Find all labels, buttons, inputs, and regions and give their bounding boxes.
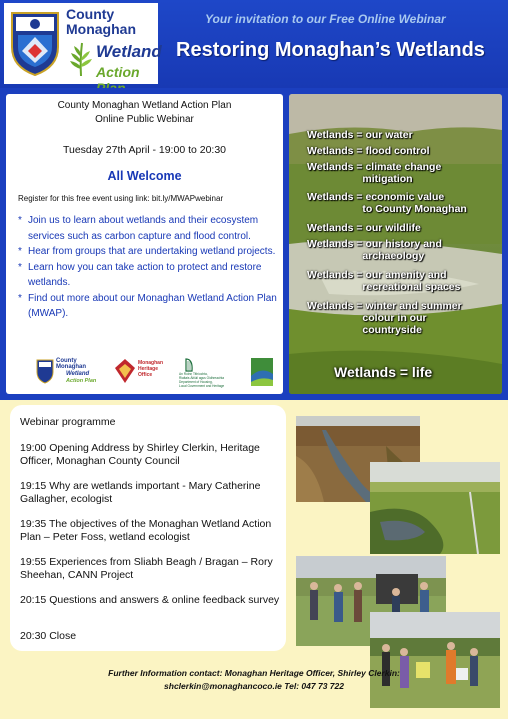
event-date-time: Tuesday 27th April - 19:00 to 20:30 xyxy=(62,144,227,156)
programme-item: 19:55 Experiences from Sliabh Beagh / Bragan – Rory Sheehan, CANN Project xyxy=(20,556,273,581)
logo-county-name: County Monaghan xyxy=(66,6,136,37)
fern-icon xyxy=(68,41,94,77)
wetland-line-4: Wetlands = economic value to County Monaghan xyxy=(307,191,467,215)
footer-contact-line: Further Information contact: Monaghan Heritage Officer, Shirley Clerkin: xyxy=(108,668,400,678)
wetland-line-8: Wetlands = winter and summer colour in our countryside xyxy=(307,300,462,336)
event-info-card xyxy=(6,94,283,394)
mini-crest-icon xyxy=(36,358,54,384)
wetland-line-7: Wetlands = our amenity and recreational spaces xyxy=(307,269,461,293)
ditch-field-photo xyxy=(370,462,500,554)
org-line-2: Online Public Webinar xyxy=(95,114,194,125)
footer-email-phone[interactable]: shclerkin@monaghancoco.ie Tel: 047 73 722 xyxy=(164,681,344,691)
county-wetland-logo xyxy=(4,3,162,84)
wetlands-photo-card xyxy=(289,94,502,394)
welcome-heading: All Welcome xyxy=(107,169,182,183)
programme-card xyxy=(10,405,286,651)
page-title: Restoring Monaghan’s Wetlands xyxy=(176,39,485,61)
bullet-list xyxy=(18,213,280,322)
list-item: * Find out more about our Monaghan Wetland Action Plan (MWAP). xyxy=(18,292,277,319)
list-item: * Join us to learn about wetlands and their ecosystem services such as carbon capture and flood control. xyxy=(18,215,259,242)
bullet-star-icon: * xyxy=(18,292,22,304)
bullet-star-icon: * xyxy=(18,261,22,273)
programme-item: 20:15 Questions and answers & online feedback survey xyxy=(20,594,280,606)
wetland-line-1: Wetlands = our water xyxy=(307,129,413,141)
org-line-1: County Monaghan Wetland Action Plan xyxy=(57,100,232,111)
bullet-star-icon: * xyxy=(18,246,22,257)
wetlands-life-tagline: Wetlands = life xyxy=(334,364,433,380)
programme-item: 19:15 Why are wetlands important - Mary Catherine Gallagher, ecologist xyxy=(20,480,261,505)
header-banner xyxy=(0,0,508,88)
programme-section xyxy=(0,400,508,719)
mini-logo-county: County Monaghan xyxy=(56,358,86,370)
wetland-line-5: Wetlands = our wildlife xyxy=(307,222,421,234)
bullet-star-icon: * xyxy=(18,215,22,226)
county-crest-icon xyxy=(8,7,62,79)
mini-logo-action: Action Plan xyxy=(66,378,97,384)
wetland-line-6: Wetlands = our history and archaeology xyxy=(307,238,442,262)
programme-item: 19:35 The objectives of the Monaghan Wetland Action Plan – Peter Foss, wetland ecologist xyxy=(20,518,272,543)
programme-heading: Webinar programme xyxy=(20,416,116,428)
logo-wetland-word: Wetland xyxy=(96,42,162,61)
heritage-office-label: Monaghan Heritage Office xyxy=(138,360,163,378)
register-text[interactable]: Register for this free event using link: bit.ly/MWAPwebinar xyxy=(18,194,224,203)
site-visit-photo xyxy=(370,612,500,708)
invitation-text: Your invitation to our Free Online Webinar xyxy=(205,12,446,26)
wetland-line-2: Wetlands = flood control xyxy=(307,145,430,157)
event-details-section xyxy=(0,88,508,400)
wetland-line-3: Wetlands = climate change mitigation xyxy=(307,161,442,185)
landscape-logo-icon xyxy=(251,358,273,386)
list-item: * Learn how you can take action to protect and restore wetlands. xyxy=(18,261,262,288)
department-label: An Roinn Tithíochta, Rialtais Áitiúil agus Oidhreachta Department of Housing, Local Government and Heritage xyxy=(179,372,225,388)
programme-item: 19:00 Opening Address by Shirley Clerkin, Heritage Officer, Monaghan County Council xyxy=(20,442,260,467)
mini-logo-wetland: Wetland xyxy=(66,371,90,377)
list-item: * Hear from groups that are undertaking wetland projects. xyxy=(18,244,280,260)
programme-item: 20:30 Close xyxy=(20,630,77,642)
partner-logos xyxy=(36,356,276,390)
heritage-office-icon xyxy=(114,358,136,384)
logo-action-plan-word: Action xyxy=(96,64,140,80)
harp-icon xyxy=(184,358,194,372)
